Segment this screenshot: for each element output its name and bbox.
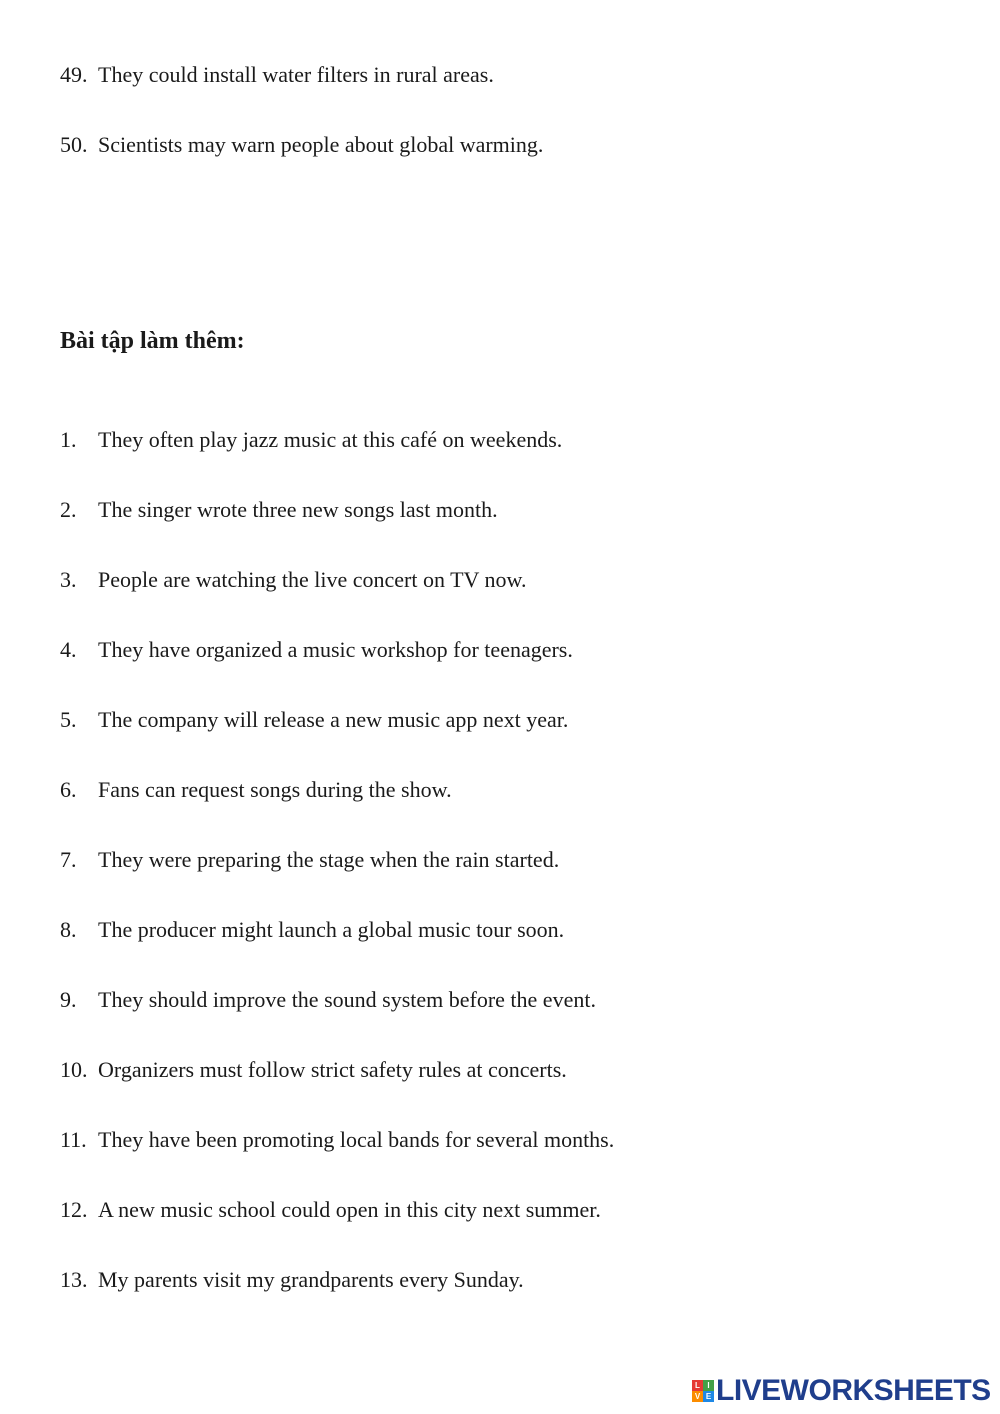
list-item	[60, 987, 596, 1013]
item-sentence: A new music school could open in this city next summer.	[98, 1197, 601, 1222]
logo-mark-icon	[692, 1380, 714, 1402]
item-sentence: They were preparing the stage when the rain started.	[98, 847, 560, 872]
item-sentence: They should improve the sound system before the event.	[98, 987, 596, 1012]
item-sentence: Scientists may warn people about global warming.	[98, 132, 544, 157]
item-sentence: The singer wrote three new songs last month.	[98, 497, 498, 522]
list-item	[60, 1267, 524, 1293]
item-sentence: They could install water filters in rural areas.	[98, 62, 494, 87]
item-number: 3.	[60, 567, 77, 592]
item-number: 11.	[60, 1127, 87, 1152]
logo-mark-letter: I	[703, 1380, 714, 1391]
item-number: 12.	[60, 1197, 88, 1222]
list-item	[60, 637, 573, 663]
list-item	[60, 427, 562, 453]
list-item	[60, 777, 452, 803]
logo-mark-letter: L	[692, 1380, 703, 1391]
list-item	[60, 1197, 601, 1223]
item-number: 13.	[60, 1267, 88, 1292]
item-number: 50.	[60, 132, 88, 157]
item-number: 7.	[60, 847, 77, 872]
item-sentence: They often play jazz music at this café on weekends.	[98, 427, 563, 452]
list-item	[60, 917, 564, 943]
item-sentence: They have organized a music workshop for teenagers.	[98, 637, 573, 662]
list-item	[60, 497, 498, 523]
item-number: 6.	[60, 777, 77, 802]
item-sentence: Organizers must follow strict safety rules at concerts.	[98, 1057, 567, 1082]
item-number: 1.	[60, 427, 77, 452]
logo-text: LIVEWORKSHEETS	[716, 1374, 991, 1407]
item-sentence: My parents visit my grandparents every Sunday.	[98, 1267, 524, 1292]
section-heading: Bài tập làm thêm:	[60, 328, 245, 354]
item-number: 10.	[60, 1057, 88, 1082]
item-sentence: The company will release a new music app next year.	[98, 707, 569, 732]
liveworksheets-logo	[692, 1374, 991, 1408]
item-number: 8.	[60, 917, 77, 942]
list-item	[60, 1057, 567, 1083]
item-sentence: They have been promoting local bands for several months.	[98, 1127, 615, 1152]
item-sentence: The producer might launch a global music tour soon.	[98, 917, 565, 942]
item-number: 5.	[60, 707, 77, 732]
item-sentence: Fans can request songs during the show.	[98, 777, 452, 802]
list-item	[60, 567, 526, 593]
item-sentence: People are watching the live concert on TV now.	[98, 567, 527, 592]
logo-mark-letter: V	[692, 1391, 703, 1402]
list-item	[60, 1127, 614, 1153]
logo-mark-letter: E	[703, 1391, 714, 1402]
item-number: 9.	[60, 987, 77, 1012]
list-item	[60, 132, 543, 158]
list-item	[60, 847, 559, 873]
list-item	[60, 62, 494, 88]
item-number: 49.	[60, 62, 88, 87]
item-number: 2.	[60, 497, 77, 522]
item-number: 4.	[60, 637, 77, 662]
list-item	[60, 707, 568, 733]
